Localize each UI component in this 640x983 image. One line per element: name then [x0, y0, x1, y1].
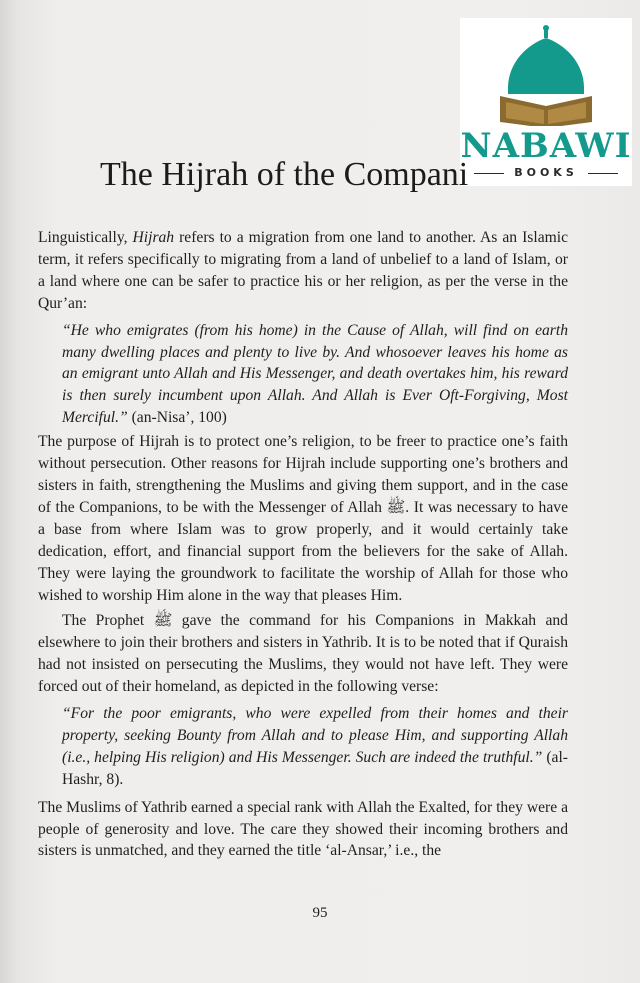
quote-an-nisa-citation: (an-Nisa’, 100) [127, 409, 227, 427]
page-number: 95 [312, 905, 328, 921]
logo-rule-right [588, 173, 618, 174]
paragraph-1-start: Linguistically, [38, 229, 133, 246]
body-text [38, 227, 568, 862]
paragraph-4: The Muslims of Yathrib earned a special rank with Allah the Exalted, for they were a people of generosity and love. The care they showed their incoming brothers and sisters is unmatched, and they earned the title ‘al-Ansar,’ i.e., the [38, 798, 568, 860]
mosque-dome-book-icon [498, 22, 594, 126]
logo-subtitle: BOOKS [514, 166, 578, 179]
paragraph-1-rest: refers to a migration from one land to another. As an Islamic term, it refers specifically to migrating from a land of unbelief to a land of Islam, or a land where one can be safer to practice his or her religion, as per the verse in the Qur’an: [38, 229, 569, 312]
quote-an-nisa [38, 320, 568, 430]
term-hijrah: Hijrah [132, 229, 175, 246]
paragraph-2: The purpose of Hijrah is to protect one’s religion, to be freer to practice one’s faith without persecution. Other reasons for Hijrah include supporting one’s brothers and sisters in faith, strengthening the Muslims and giving them support, and in the case of the Companions, to be with the Messenger of Allah ﷺ. It was necessary to have a base from where Islam was to grow properly, and it would certainly take dedication, effort, and financial support from the believers for the sake of Allah. They were laying the groundwork to facilitate the worship of Allah for those who wished to worship Him alone in the way that pleases Him. [38, 433, 568, 604]
page-title: The Hijrah of the Compani [100, 156, 469, 193]
paragraph-3: The Prophet ﷺ gave the command for his Companions in Makkah and elsewhere to join their brothers and sisters in Yathrib. It is to be noted that if Quraish had not insisted on persecuting the Muslims, they would not have left. They were forced out of their homeland, as depicted in the following verse: [38, 612, 568, 696]
quote-al-hashr [38, 703, 568, 791]
paragraph-1 [38, 227, 568, 315]
quote-an-nisa-text: “He who emigrates (from his home) in the Cause of Allah, will find on earth many dwelling places and plenty to live by. And whosoever leaves his home as an emigrant unto Allah and His Messenger, and death overtakes him, his reward is then surely incumbent upon Allah. And Allah is Ever Oft-Forgiving, Most Merciful.” [62, 321, 568, 427]
quote-al-hashr-citation: (al-Hashr, 8). [62, 748, 568, 788]
quote-al-hashr-text: “For the poor emigrants, who were expelled from their homes and their property, seeking Bounty from Allah and to please Him, and supporting Allah (i.e., helping His religion) and His Messenger. Such are indeed the truthful.” [62, 705, 568, 766]
nabawi-books-logo [460, 18, 632, 186]
logo-name: NABAWI [460, 126, 632, 166]
